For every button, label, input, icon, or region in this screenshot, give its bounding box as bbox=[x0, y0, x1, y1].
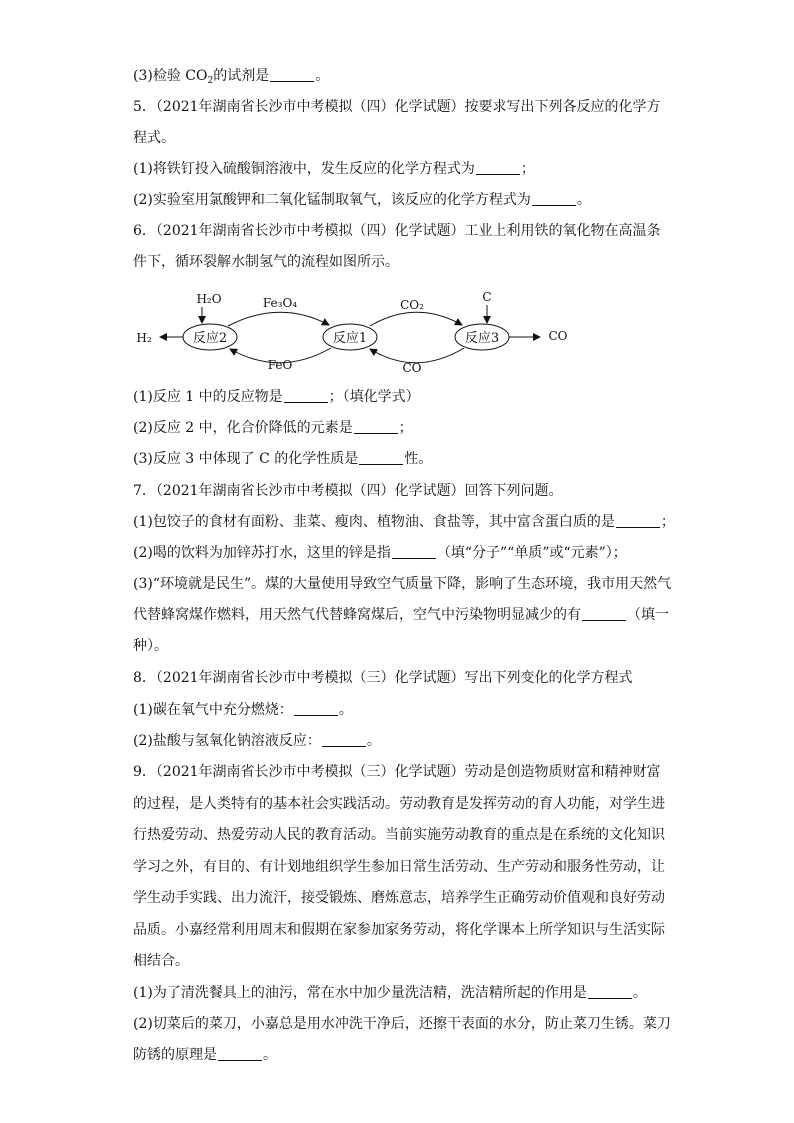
answer-blank[interactable] bbox=[532, 191, 576, 206]
answer-blank[interactable] bbox=[582, 606, 626, 621]
q7-stem: 7．（2021年湖南省长沙市中考模拟（四）化学试题）回答下列问题。 bbox=[133, 483, 563, 499]
q8-part1 bbox=[133, 700, 353, 720]
q6-part1-end: ；（填化学式） bbox=[328, 389, 420, 405]
q8-part2-text: (2)盐酸与氢氧化钠溶液反应： bbox=[133, 733, 321, 749]
feo-label: FeO bbox=[267, 358, 293, 372]
co-out-label: CO bbox=[548, 329, 568, 343]
q7-part3-line2 bbox=[133, 605, 669, 625]
q6-part3-text: (3)反应 3 中体现了 C 的化学性质是 bbox=[133, 451, 359, 467]
q5-stem-line1: 5．（2021年湖南省长沙市中考模拟（四）化学试题）按要求写出下列各反应的化学方 bbox=[133, 99, 661, 115]
q7-part1-end: ； bbox=[660, 514, 675, 530]
reaction-1-label: 反应1 bbox=[332, 331, 368, 346]
q9-stem-line7: 相结合。 bbox=[133, 953, 189, 969]
co2-label: CO₂ bbox=[400, 298, 424, 312]
q8-part1-text: (1)碳在氧气中充分燃烧： bbox=[133, 702, 293, 718]
q9-stem-line4: 学习之外，有目的、有计划地组织学生参加日常生活劳动、生产劳动和服务性劳动，让 bbox=[133, 859, 665, 875]
answer-blank[interactable] bbox=[476, 160, 520, 175]
q7-part2-text: (2)喝的饮料为加锌苏打水，这里的锌是指 bbox=[133, 545, 391, 561]
q7-part3-text: 代替蜂窝煤作燃料，用天然气代替蜂窝煤后，空气中污染物明显减少的有 bbox=[133, 607, 581, 623]
q7-part3-end: （填一 bbox=[627, 607, 669, 623]
q5-part1 bbox=[133, 159, 535, 179]
h2-label: H₂ bbox=[136, 331, 152, 345]
q4-part3 bbox=[133, 66, 329, 86]
q9-part2-text: 防锈的原理是 bbox=[133, 1047, 217, 1063]
co-return-label: CO bbox=[402, 361, 422, 375]
q7-part1 bbox=[133, 512, 675, 532]
q6-stem-line1: 6．（2021年湖南省长沙市中考模拟（四）化学试题）工业上利用铁的氧化物在高温条 bbox=[133, 223, 661, 239]
q6-part2-end: ； bbox=[398, 420, 413, 436]
co2-arrow bbox=[370, 312, 462, 326]
q6-part1-text: (1)反应 1 中的反应物是 bbox=[133, 389, 283, 405]
q9-part2-end: 。 bbox=[263, 1047, 277, 1063]
reaction-2-label: 反应2 bbox=[192, 331, 228, 346]
q6-part2-text: (2)反应 2 中，化合价降低的元素是 bbox=[133, 420, 353, 436]
q9-stem-line6: 品质。小嘉经常利用周末和假期在家参加家务劳动，将化学课本上所学知识与生活实际 bbox=[133, 922, 665, 938]
q6-part2 bbox=[133, 418, 413, 438]
q7-part3-line3: 种）。 bbox=[133, 638, 168, 654]
q5-stem-line2: 程式。 bbox=[133, 130, 175, 146]
answer-blank[interactable] bbox=[218, 1046, 262, 1061]
process-flow-diagram bbox=[130, 285, 580, 380]
q7-part2-end: （填“分子”“单质”或“元素”）； bbox=[436, 545, 627, 561]
h2o-label: H₂O bbox=[196, 292, 222, 306]
answer-blank[interactable] bbox=[284, 388, 328, 403]
q6-part1 bbox=[133, 387, 420, 407]
q5-part1-end: ； bbox=[520, 161, 535, 177]
answer-blank[interactable] bbox=[354, 419, 398, 434]
answer-blank[interactable] bbox=[322, 732, 366, 747]
q9-stem-line5: 学生动手实践、出力流汗，接受锻炼、磨炼意志，培养学生正确劳动价值观和良好劳动 bbox=[133, 890, 665, 906]
q6-stem-line2: 件下，循环裂解水制氢气的流程如图所示。 bbox=[133, 254, 399, 270]
q8-part2 bbox=[133, 731, 381, 751]
q4-part3-text: (3)检验 CO bbox=[133, 68, 208, 84]
fe3o4-label: Fe₃O₄ bbox=[262, 296, 298, 310]
c-label: C bbox=[482, 290, 492, 304]
q9-part1 bbox=[133, 983, 647, 1003]
answer-blank[interactable] bbox=[392, 544, 436, 559]
q9-part2-line2 bbox=[133, 1045, 277, 1065]
q6-part3-end: 性。 bbox=[404, 451, 433, 467]
q9-part1-end: 。 bbox=[632, 985, 647, 1001]
fe3o4-arrow bbox=[228, 312, 329, 326]
q4-part3-end: 。 bbox=[315, 68, 330, 84]
q9-part1-text: (1)为了清洗餐具上的油污，常在水中加少量洗洁精，洗洁精所起的作用是 bbox=[133, 985, 587, 1001]
q8-stem: 8．（2021年湖南省长沙市中考模拟（三）化学试题）写出下列变化的化学方程式 bbox=[133, 670, 633, 686]
answer-blank[interactable] bbox=[270, 67, 314, 82]
q8-part1-end: 。 bbox=[338, 702, 353, 718]
answer-blank[interactable] bbox=[588, 984, 632, 999]
q5-part2-end: 。 bbox=[576, 192, 591, 208]
answer-blank[interactable] bbox=[294, 701, 338, 716]
q4-part3-text-2: 的试剂是 bbox=[213, 68, 270, 84]
q6-part3 bbox=[133, 449, 432, 469]
reaction-3-label: 反应3 bbox=[464, 331, 500, 346]
q8-part2-end: 。 bbox=[366, 733, 381, 749]
q9-stem-line1: 9．（2021年湖南省长沙市中考模拟（三）化学试题）劳动是创造物质财富和精神财富 bbox=[133, 764, 661, 780]
answer-blank[interactable] bbox=[359, 450, 403, 465]
q9-stem-line2: 的过程，是人类特有的基本社会实践活动。劳动教育是发挥劳动的育人功能，对学生进 bbox=[133, 796, 665, 812]
q5-part1-text: (1)将铁钉投入硫酸铜溶液中，发生反应的化学方程式为 bbox=[133, 161, 475, 177]
q7-part1-text: (1)包饺子的食材有面粉、韭菜、瘦肉、植物油、食盐等，其中富含蛋白质的是 bbox=[133, 514, 615, 530]
q9-stem-line3: 行热爱劳动、热爱劳动人民的教育活动。当前实施劳动教育的重点是在系统的文化知识 bbox=[133, 827, 665, 843]
q7-part2 bbox=[133, 543, 627, 563]
q5-part2 bbox=[133, 190, 591, 210]
q5-part2-text: (2)实验室用氯酸钾和二氧化锰制取氧气，该反应的化学方程式为 bbox=[133, 192, 531, 208]
answer-blank[interactable] bbox=[616, 513, 660, 528]
q7-part3-line1: (3)“环境就是民生”。煤的大量使用导致空气质量下降，影响了生态环境，我市用天然气 bbox=[133, 576, 672, 592]
q9-part2-line1: (2)切菜后的菜刀，小嘉总是用水冲洗干净后，还擦干表面的水分，防止菜刀生锈。菜刀 bbox=[133, 1016, 671, 1032]
q4-part3-subscript: 2 bbox=[207, 76, 214, 86]
